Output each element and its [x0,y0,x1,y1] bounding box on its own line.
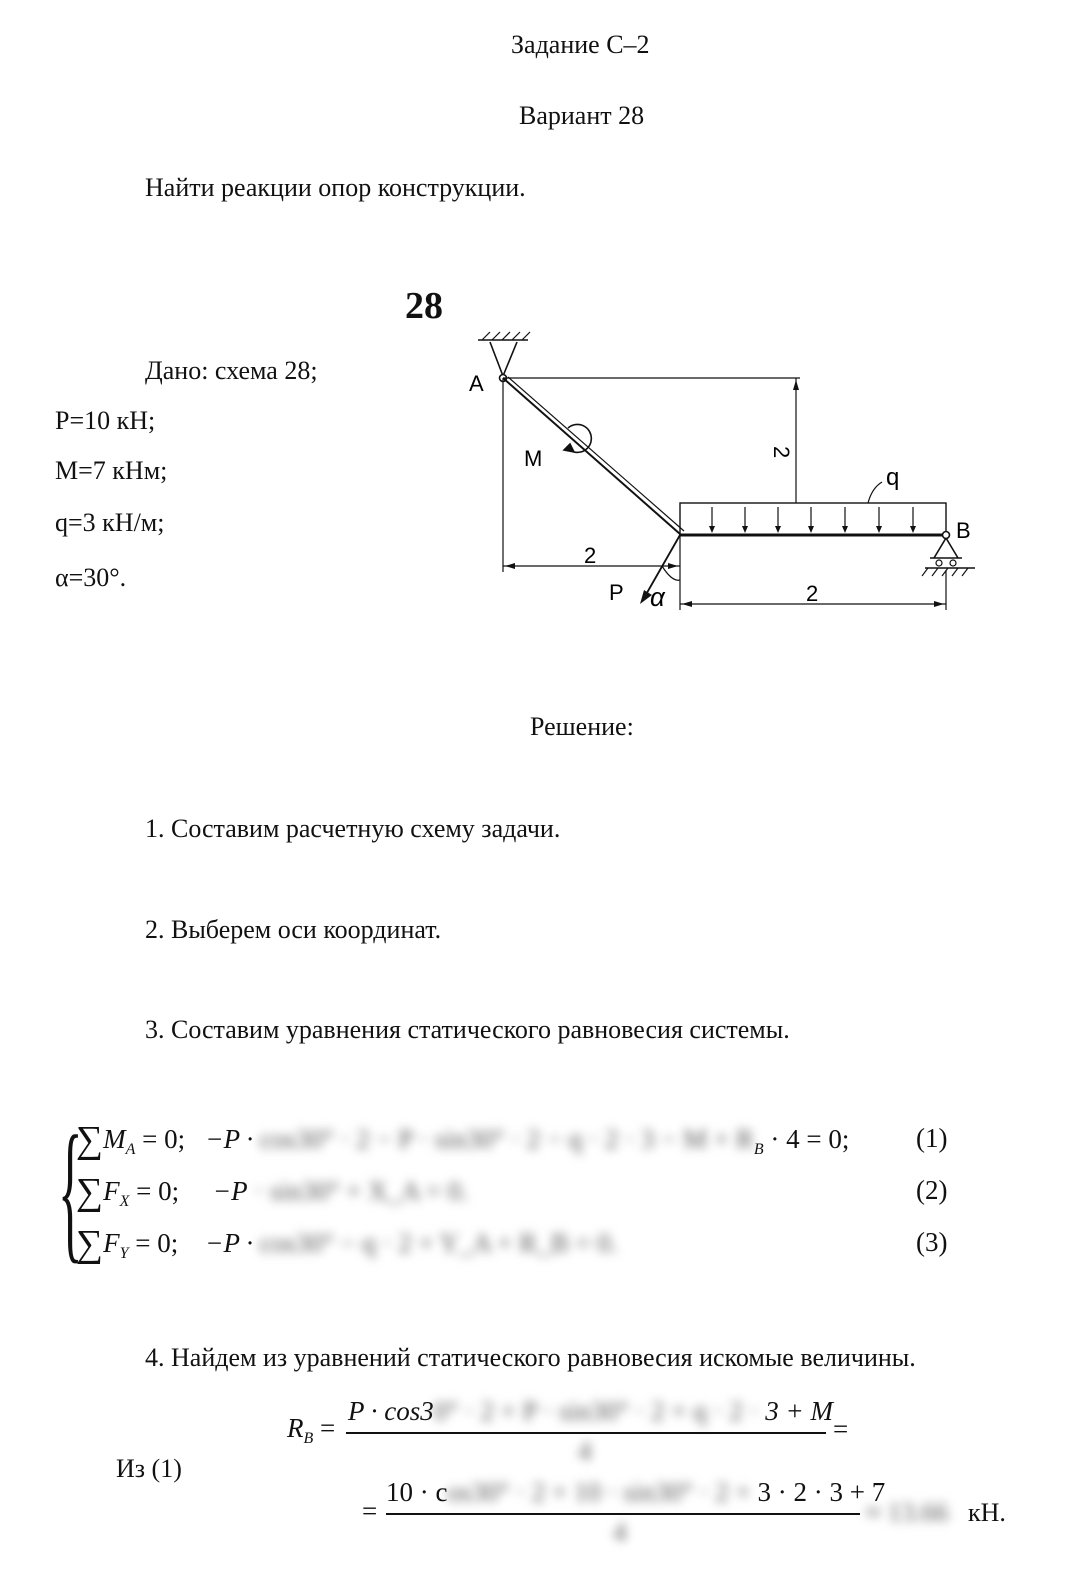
dim-left: 2 [584,543,597,568]
dim-right: 2 [806,581,819,606]
label-p: P [609,580,624,605]
system-brace: { [58,1103,83,1277]
equation-2-number: (2) [916,1175,948,1205]
distributed-load-box [680,503,946,535]
given-intro: Дано: схема 28; [145,356,318,385]
dim-height: 2 [769,446,794,459]
rb-denominator-2: 4 [613,1517,627,1547]
equation-1: $\sum M_A = 0$; $-P \cdot \cos 30^\circ \cdot 2 - P \cdot \sin 30^\circ \cdot 2 - q \cdot 2 \cdot 3 - M + R_B \cdot 4 = 0$; [76,1119,850,1161]
rb-numerator-1: P · cos30° · 2 + P · sin30° · 2 + q · 2 · 3 + M [348,1396,833,1426]
label-m: M [524,446,543,471]
equation-3-number: (3) [916,1227,948,1257]
solution-title: Решение: [530,712,634,741]
task-title: Задание С–2 [511,30,650,59]
equation-1-number: (1) [916,1123,948,1153]
label-q: q [886,464,900,491]
rb-value: ≈ 13.66 [866,1497,949,1527]
rb-equals-2: = [362,1496,378,1526]
problem-statement: Найти реакции опор конструкции. [145,173,526,202]
variant-title: Вариант 28 [519,101,645,130]
equation-3: $\sum F_Y = 0$; −P · cos30° − q · 2 + Y_A + R_B = 0. [76,1223,618,1265]
step-1: 1. Составим расчетную схему задачи. [145,814,561,843]
structure-diagram [0,0,1069,640]
rb-numerator-2: 10 · cos30° · 2 + 10 · sin30° · 2 + 3 · 2 · 3 + 7 [386,1477,886,1507]
fraction-bar-1 [346,1432,826,1434]
label-b: B [956,518,971,543]
label-a: A [469,371,484,396]
given-M: M=7 кНм; [55,456,168,485]
step-2: 2. Выберем оси координат. [145,915,442,944]
given-P: P=10 кН; [55,406,156,435]
from-eq-1: Из (1) [116,1454,182,1483]
rb-denominator-1: 4 [578,1436,592,1466]
schema-number: 28 [405,285,443,327]
given-alpha: α=30°. [55,563,127,592]
rb-lhs: $R_B$ = [287,1413,336,1447]
rb-equals-1: = [833,1414,849,1444]
given-q: q=3 кН/м; [55,508,165,537]
dimension-lines [503,378,946,610]
equation-2: $\sum F_X = 0$; −P · sin30° + X_A = 0. [76,1171,469,1213]
support-a-hatch [482,332,530,340]
fraction-bar-2 [386,1513,860,1515]
rb-unit: кН. [968,1498,1006,1527]
label-alpha: α [650,582,665,612]
step-4: 4. Найдем из уравнений статического равновесия искомые величины. [145,1343,916,1372]
step-3: 3. Составим уравнения статического равновесия системы. [145,1015,790,1044]
